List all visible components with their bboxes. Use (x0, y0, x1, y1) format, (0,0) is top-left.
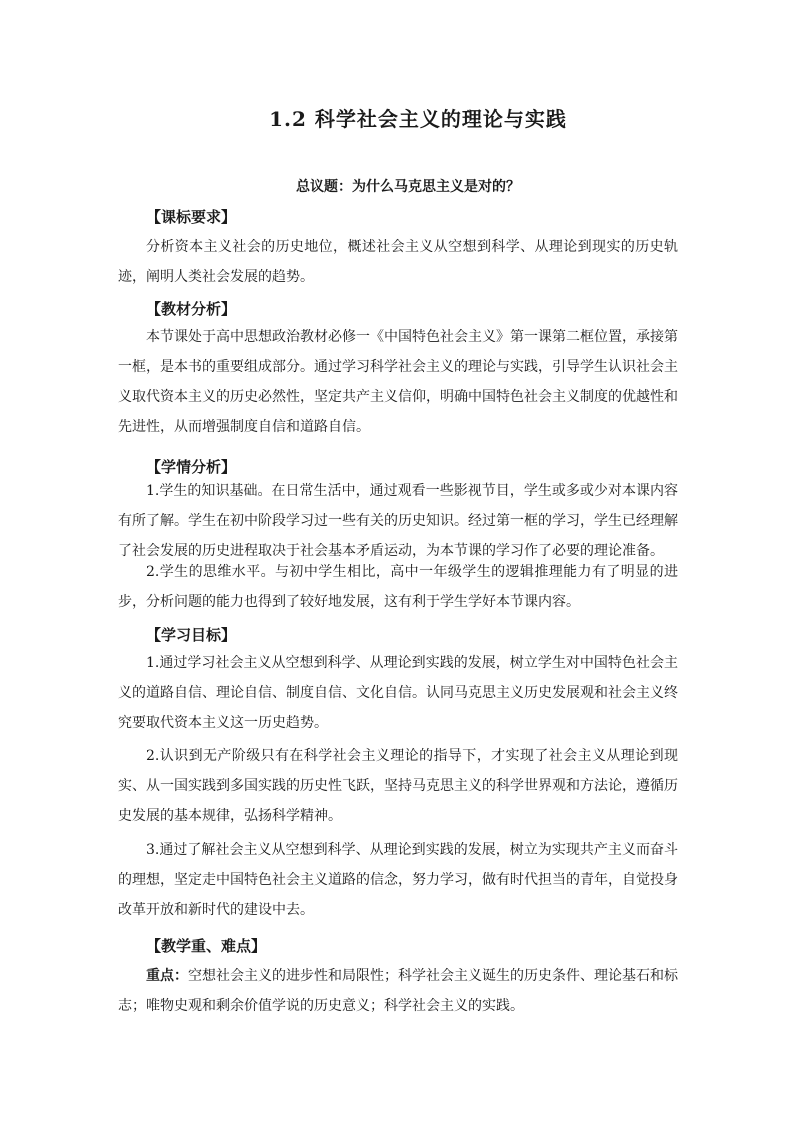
paragraph-textbook: 本节课处于高中思想政治教材必修一《中国特色社会主义》第一课第二框位置，承接第一框，是本书的重要组成部分。通过学习科学社会主义的理论与实践，引导学生认识社会主义取代资本主义的历史必然性，坚定共产主义信仰，明确中国特色社会主义制度的优越性和先进性，从而增强制度自信和道路自信。 (118, 329, 678, 435)
paragraph-keypoints (118, 961, 678, 1021)
paragraph-students-1: 1.学生的知识基础。在日常生活中，通过观看一些影视节目，学生或多或少对本课内容有所了解。学生在初中阶段学习过一些有关的历史知识。经过第一框的学习，学生已经理解了社会发展的历史进程取决于社会基本矛盾运动，为本节课的学习作了必要的理论准备。 (118, 483, 678, 559)
paragraph-objectives-3: 3.通过了解社会主义从空想到科学、从理论到实践的发展，树立为实现共产主义而奋斗的理想，坚定走中国特色社会主义道路的信念，努力学习，做有时代担当的青年，自觉投身改革开放和新时代的建设中去。 (118, 842, 678, 918)
heading-curriculum: 【课标要求】 (146, 208, 237, 226)
page-subtitle: 总议题：为什么马克思主义是对的？ (296, 179, 520, 195)
paragraph-objectives-2: 2.认识到无产阶级只有在科学社会主义理论的指导下，才实现了社会主义从理论到现实、从一国实践到多国实践的历史性飞跃，坚持马克思主义的科学世界观和方法论，遵循历史发展的基本规律，弘扬科学精神。 (118, 748, 678, 824)
paragraph-students-2: 2.学生的思维水平。与初中学生相比，高中一年级学生的逻辑推理能力有了明显的进步，分析问题的能力也得到了较好地发展，这有利于学生学好本节课内容。 (118, 564, 678, 610)
heading-keypoints: 【教学重、难点】 (146, 937, 267, 955)
keypoints-lead-label: 重点： (146, 968, 188, 984)
heading-objectives: 【学习目标】 (146, 626, 237, 644)
paragraph-objectives-1: 1.通过学习社会主义从空想到科学、从理论到实践的发展，树立学生对中国特色社会主义的道路自信、理论自信、制度自信、文化自信。认同马克思主义历史发展观和社会主义终究要取代资本主义这一历史趋势。 (118, 655, 678, 731)
keypoints-text: 空想社会主义的进步性和局限性；科学社会主义诞生的历史条件、理论基石和标志；唯物史观和剩余价值学说的历史意义；科学社会主义的实践。 (118, 968, 678, 1014)
page-title: 1.2 科学社会主义的理论与实践 (269, 107, 567, 131)
heading-textbook: 【教材分析】 (146, 300, 237, 318)
heading-students: 【学情分析】 (146, 458, 237, 476)
paragraph-curriculum: 分析资本主义社会的历史地位，概述社会主义从空想到科学、从理论到现实的历史轨迹，阐明人类社会发展的趋势。 (118, 239, 678, 285)
